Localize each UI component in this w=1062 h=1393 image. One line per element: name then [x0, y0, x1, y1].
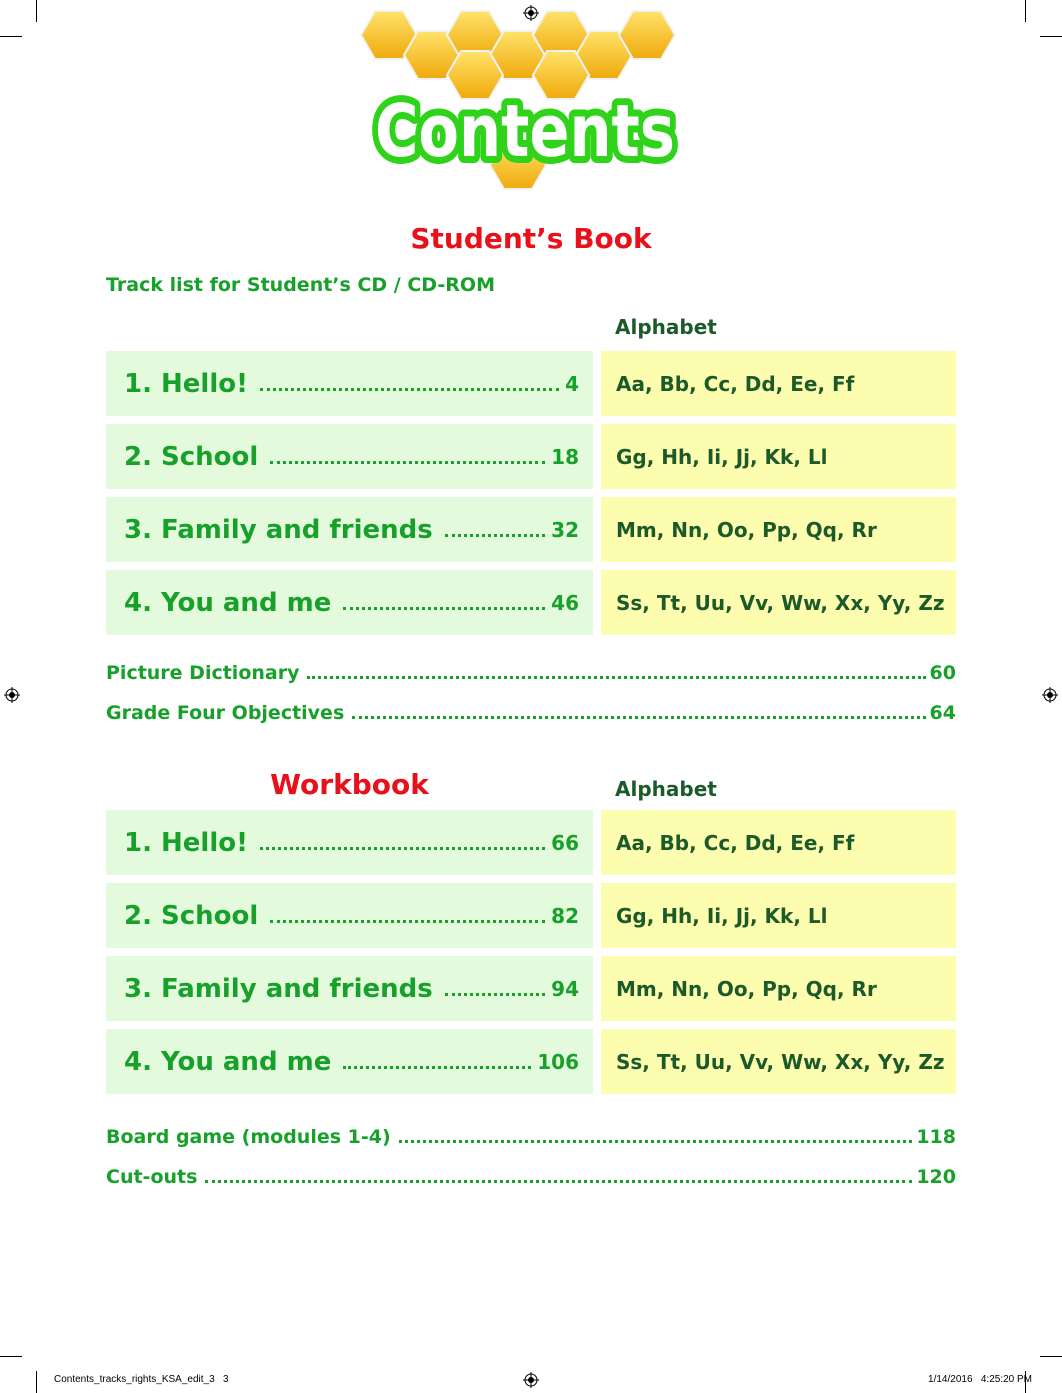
unit-title: 2. School	[124, 900, 259, 931]
leader-dots	[205, 1180, 912, 1183]
unit-title: 3. Family and friends	[124, 973, 433, 1004]
alphabet-letters: Aa, Bb, Cc, Dd, Ee, Ff	[616, 371, 855, 396]
alphabet-heading: Alphabet	[615, 777, 717, 801]
toc-entry[interactable]	[106, 1166, 956, 1188]
toc-entry[interactable]	[106, 662, 956, 684]
alphabet-box	[601, 424, 956, 489]
unit-title: 3. Family and friends	[124, 514, 433, 545]
file-info: Contents_tracks_rights_KSA_edit_3 3	[54, 1374, 229, 1385]
alphabet-box	[601, 956, 956, 1021]
crop-mark	[0, 1356, 22, 1357]
alphabet-heading: Alphabet	[615, 315, 717, 339]
unit-row[interactable]	[106, 570, 593, 635]
alphabet-box	[601, 570, 956, 635]
crop-mark	[0, 36, 22, 37]
unit-row[interactable]	[106, 956, 593, 1021]
alphabet-letters: Gg, Hh, Ii, Jj, Kk, Ll	[616, 444, 828, 469]
alphabet-box	[601, 810, 956, 875]
contents-title: Contents	[375, 89, 675, 173]
page-number: 118	[916, 1126, 956, 1148]
crop-mark	[1025, 0, 1026, 22]
print-timestamp: 1/14/2016 4:25:20 PM	[928, 1374, 1032, 1385]
alphabet-box	[601, 351, 956, 416]
unit-row[interactable]	[106, 497, 593, 562]
unit-row[interactable]	[106, 1029, 593, 1094]
page-number: 106	[537, 1049, 579, 1074]
page-number: 32	[551, 517, 579, 542]
registration-mark-icon	[523, 1372, 539, 1388]
page-number: 46	[551, 590, 579, 615]
entry-title: Cut-outs	[106, 1166, 198, 1188]
unit-title: 1. Hello!	[124, 368, 248, 399]
leader-dots	[352, 716, 925, 719]
page-number: 60	[929, 662, 956, 684]
entry-title: Picture Dictionary	[106, 662, 300, 684]
page-number: 82	[551, 903, 579, 928]
page-number: 66	[551, 830, 579, 855]
registration-mark-icon	[1042, 687, 1058, 703]
unit-title: 4. You and me	[124, 587, 332, 618]
page-number: 4	[565, 371, 579, 396]
alphabet-letters: Aa, Bb, Cc, Dd, Ee, Ff	[616, 830, 855, 855]
unit-row[interactable]	[106, 351, 593, 416]
unit-title: 4. You and me	[124, 1046, 332, 1077]
entry-title: Grade Four Objectives	[106, 702, 345, 724]
page-number: 64	[929, 702, 956, 724]
leader-dots	[270, 461, 545, 464]
leader-dots	[343, 1066, 531, 1069]
contents-logo	[355, 8, 695, 190]
leader-dots	[445, 993, 545, 996]
page-number: 120	[916, 1166, 956, 1188]
leader-dots	[260, 388, 559, 391]
toc-entry[interactable]	[106, 702, 956, 724]
alphabet-letters: Ss, Tt, Uu, Vv, Ww, Xx, Yy, Zz	[616, 1049, 945, 1074]
unit-title: 1. Hello!	[124, 827, 248, 858]
page-number: 94	[551, 976, 579, 1001]
crop-mark	[36, 1371, 37, 1393]
alphabet-box	[601, 883, 956, 948]
alphabet-letters: Gg, Hh, Ii, Jj, Kk, Ll	[616, 903, 828, 928]
alphabet-letters: Mm, Nn, Oo, Pp, Qq, Rr	[616, 976, 877, 1001]
leader-dots	[343, 607, 545, 610]
leader-dots	[260, 847, 545, 850]
workbook-title: Workbook	[270, 768, 429, 801]
crop-mark	[1040, 36, 1062, 37]
alphabet-letters: Ss, Tt, Uu, Vv, Ww, Xx, Yy, Zz	[616, 590, 945, 615]
unit-row[interactable]	[106, 883, 593, 948]
registration-mark-icon	[4, 687, 20, 703]
crop-mark	[1040, 1356, 1062, 1357]
leader-dots	[445, 534, 545, 537]
alphabet-letters: Mm, Nn, Oo, Pp, Qq, Rr	[616, 517, 877, 542]
track-list-subtitle: Track list for Student’s CD / CD-ROM	[106, 274, 495, 296]
entry-title: Board game (modules 1-4)	[106, 1126, 391, 1148]
alphabet-box	[601, 1029, 956, 1094]
toc-entry[interactable]	[106, 1126, 956, 1148]
unit-row[interactable]	[106, 424, 593, 489]
unit-row[interactable]	[106, 810, 593, 875]
unit-title: 2. School	[124, 441, 259, 472]
alphabet-box	[601, 497, 956, 562]
students-book-title: Student’s Book	[410, 222, 652, 255]
leader-dots	[399, 1140, 913, 1143]
page-number: 18	[551, 444, 579, 469]
crop-mark	[36, 0, 37, 22]
leader-dots	[307, 676, 925, 679]
leader-dots	[270, 920, 545, 923]
